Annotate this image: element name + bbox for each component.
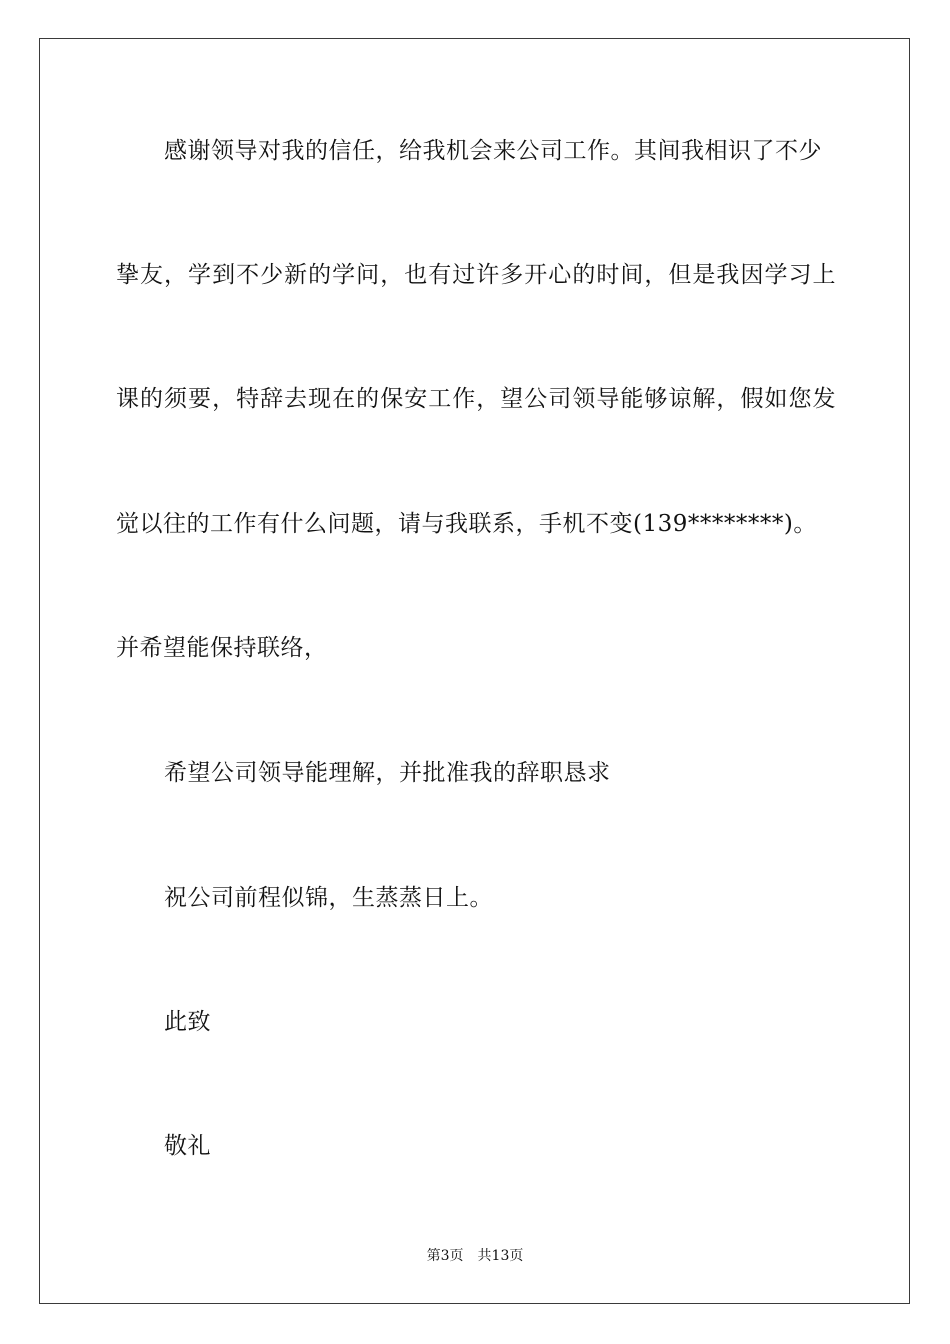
body-paragraph-2: 希望公司领导能理解，并批准我的辞职恳求 (164, 760, 611, 786)
body-paragraph-3: 祝公司前程似锦，生蒸蒸日上。 (164, 885, 493, 911)
body-line-3: 课的须要，特辞去现在的保安工作，望公司领导能够谅解，假如您发 (116, 386, 836, 412)
page-total: 共13页 (477, 1248, 524, 1264)
body-line-4: 觉以往的工作有什么问题，请与我联系，手机不变(139********)。 (116, 511, 817, 537)
salutation-text: 敬礼 (164, 1133, 211, 1159)
page-number: 第3页 (426, 1248, 464, 1264)
body-line-5: 并希望能保持联络， (116, 635, 328, 661)
body-line-1: 感谢领导对我的信任，给我机会来公司工作。其间我相识了不少 (164, 138, 822, 164)
body-line-2: 挚友，学到不少新的学问，也有过许多开心的时间，但是我因学习上 (116, 262, 836, 288)
page-frame (39, 38, 910, 1304)
page-footer (0, 1246, 950, 1266)
closing-text: 此致 (164, 1009, 211, 1035)
